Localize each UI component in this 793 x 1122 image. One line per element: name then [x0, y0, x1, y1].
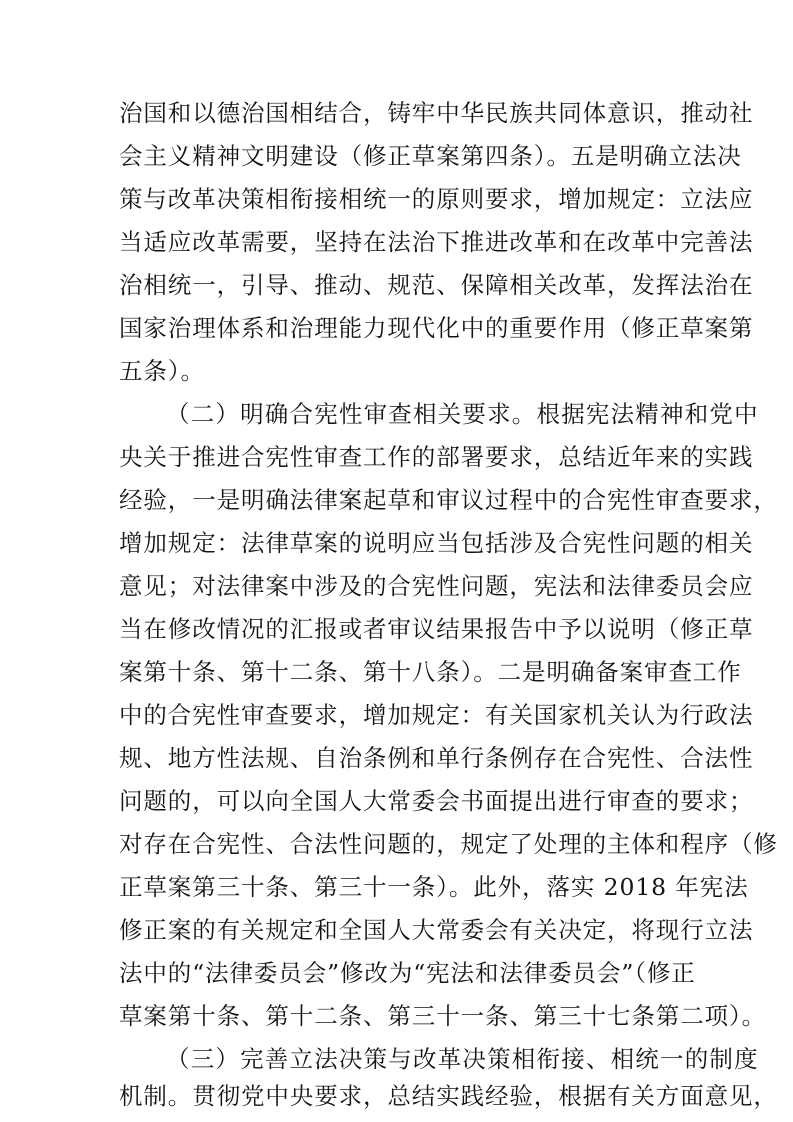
paragraph-line: 法中的“法律委员会”修改为“宪法和法律委员会”（修正 [119, 959, 696, 987]
paragraph-line: 增加规定：法律草案的说明应当包括涉及合宪性问题的相关 [119, 529, 754, 557]
paragraph-line: 会主义精神文明建设（修正草案第四条）。五是明确立法决 [119, 142, 742, 170]
paragraph-line: 经验，一是明确法律案起草和审议过程中的合宪性审查要求， [119, 486, 778, 514]
paragraph-line: 修正案的有关规定和全国人大常委会有关决定，将现行立法 [119, 916, 754, 944]
paragraph-line: 中的合宪性审查要求，增加规定：有关国家机关认为行政法 [119, 701, 754, 729]
paragraph-line: 规、地方性法规、自治条例和单行条例存在合宪性、合法性 [119, 744, 754, 772]
paragraph-line: 正草案第三十条、第三十一条）。此外，落实 2018 年宪法 [119, 873, 749, 901]
paragraph-line: 草案第十条、第十二条、第三十一条、第三十七条第二项）。 [119, 1002, 767, 1030]
paragraph-line: 国家治理体系和治理能力现代化中的重要作用（修正草案第 [119, 314, 754, 342]
paragraph-line: 案第十条、第十二条、第十八条）。二是明确备案审查工作 [119, 658, 742, 686]
paragraph-line: 对存在合宪性、合法性问题的，规定了处理的主体和程序（修 [119, 830, 778, 858]
paragraph-line: 策与改革决策相衔接相统一的原则要求，增加规定：立法应 [119, 185, 754, 213]
paragraph-line: 央关于推进合宪性审查工作的部署要求，总结近年来的实践 [119, 443, 754, 471]
paragraph-line: 机制。贯彻党中央要求，总结实践经验，根据有关方面意见， [119, 1082, 778, 1110]
paragraph-line: 治国和以德治国相结合，铸牢中华民族共同体意识，推动社 [119, 99, 754, 127]
section-heading-2: （二）明确合宪性审查相关要求。根据宪法精神和党中 [166, 400, 759, 428]
section-heading-3: （三）完善立法决策与改革决策相衔接、相统一的制度 [166, 1045, 759, 1073]
paragraph-line: 问题的，可以向全国人大常委会书面提出进行审查的要求； [119, 787, 754, 815]
paragraph-line: 当在修改情况的汇报或者审议结果报告中予以说明（修正草 [119, 615, 754, 643]
paragraph-line: 治相统一，引导、推动、规范、保障相关改革，发挥法治在 [119, 271, 754, 299]
paragraph-line: 意见；对法律案中涉及的合宪性问题，宪法和法律委员会应 [119, 572, 754, 600]
paragraph-line: 当适应改革需要，坚持在法治下推进改革和在改革中完善法 [119, 228, 754, 256]
paragraph-line: 五条）。 [119, 357, 205, 385]
